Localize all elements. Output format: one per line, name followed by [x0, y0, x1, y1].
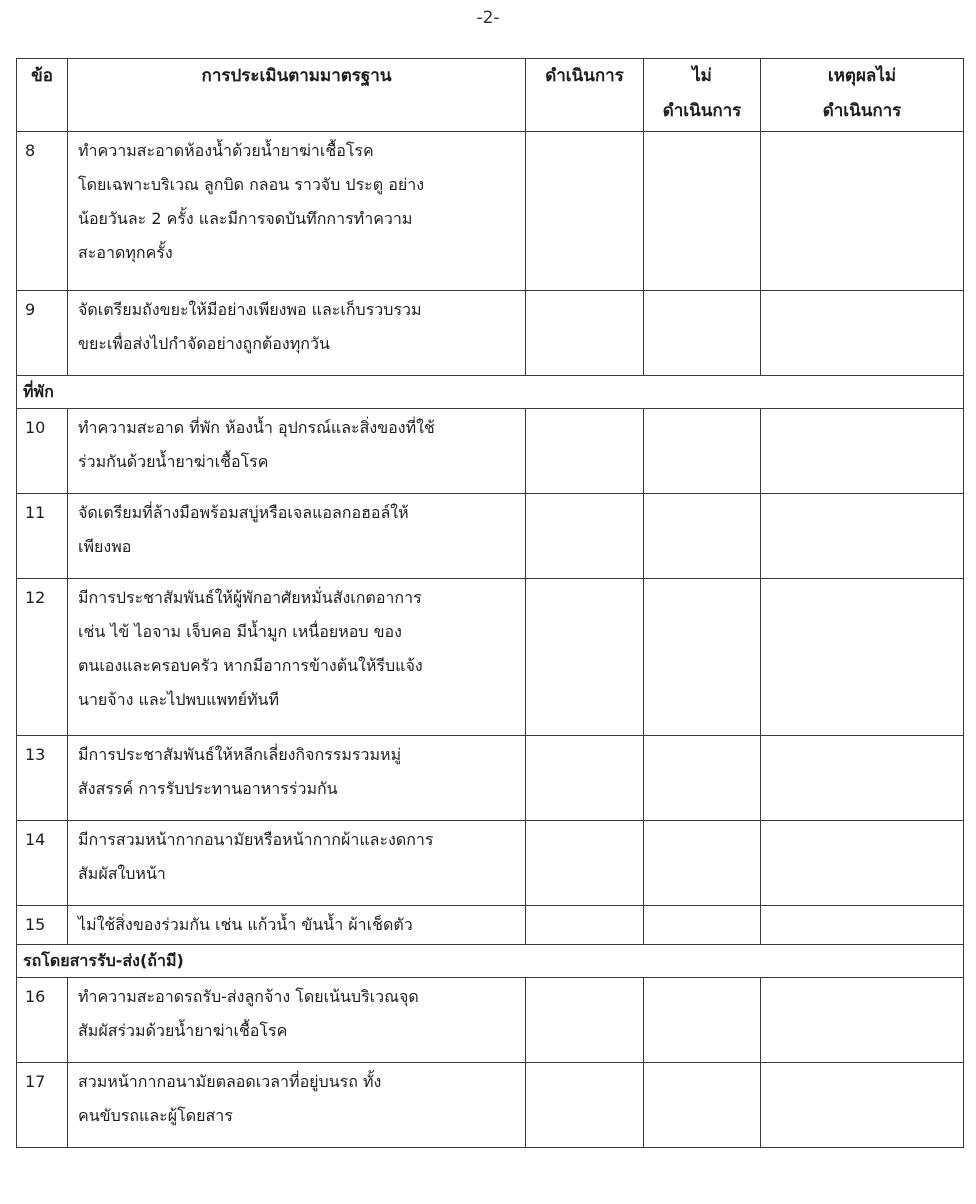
done-cell[interactable] — [526, 494, 644, 579]
done-cell[interactable] — [526, 132, 644, 291]
section-row-lodging — [17, 376, 964, 409]
header-reason — [761, 59, 964, 132]
not-done-cell[interactable] — [644, 494, 761, 579]
row-number: 9 — [17, 291, 68, 376]
not-done-cell[interactable] — [644, 906, 761, 945]
table-row — [17, 579, 964, 736]
header-reason-line1: เหตุผลไม่ — [827, 66, 897, 86]
row-text — [68, 132, 526, 291]
page-number: -2- — [476, 8, 500, 28]
header-standard: การประเมินตามมาตรฐาน — [68, 59, 526, 132]
reason-cell[interactable] — [761, 978, 964, 1063]
reason-cell[interactable] — [761, 821, 964, 906]
row-number: 8 — [17, 132, 68, 291]
row-text — [68, 906, 526, 945]
table-row — [17, 906, 964, 945]
row-text — [68, 978, 526, 1063]
reason-cell[interactable] — [761, 736, 964, 821]
not-done-cell[interactable] — [644, 132, 761, 291]
row-text — [68, 409, 526, 494]
reason-cell[interactable] — [761, 132, 964, 291]
reason-cell[interactable] — [761, 409, 964, 494]
table-row — [17, 132, 964, 291]
row-text-content: ไม่ใช้สิ่งของร่วมกัน เช่น แก้วน้ำ ขันน้ำ ผ้าเช็ดตัว — [78, 915, 413, 934]
reason-cell[interactable] — [761, 1063, 964, 1148]
reason-cell[interactable] — [761, 906, 964, 945]
not-done-cell[interactable] — [644, 579, 761, 736]
not-done-cell[interactable] — [644, 736, 761, 821]
header-not-done-line1: ไม่ — [692, 66, 712, 86]
done-cell[interactable] — [526, 978, 644, 1063]
row-text — [68, 1063, 526, 1148]
table-row — [17, 1063, 964, 1148]
row-text — [68, 821, 526, 906]
row-text — [68, 736, 526, 821]
not-done-cell[interactable] — [644, 821, 761, 906]
row-number: 15 — [17, 906, 68, 945]
not-done-cell[interactable] — [644, 1063, 761, 1148]
row-text-content: ทำความสะอาดรถรับ-ส่งลูกจ้าง โดยเน้นบริเวณจุด สัมผัสร่วมด้วยน้ำยาฆ่าเชื้อโรค — [78, 987, 419, 1040]
done-cell[interactable] — [526, 821, 644, 906]
not-done-cell[interactable] — [644, 409, 761, 494]
done-cell[interactable] — [526, 736, 644, 821]
row-number: 12 — [17, 579, 68, 736]
row-text-content: มีการสวมหน้ากากอนามัยหรือหน้ากากผ้าและงดการ สัมผัสใบหน้า — [78, 830, 434, 883]
row-number: 13 — [17, 736, 68, 821]
header-done: ดำเนินการ — [526, 59, 644, 132]
header-row — [17, 59, 964, 132]
done-cell[interactable] — [526, 906, 644, 945]
row-text-content: สวมหน้ากากอนามัยตลอดเวลาที่อยู่บนรถ ทั้ง คนขับรถและผู้โดยสาร — [78, 1072, 382, 1125]
table-row — [17, 736, 964, 821]
row-text-content: ทำความสะอาดห้องน้ำด้วยน้ำยาฆ่าเชื้อโรค โดยเฉพาะบริเวณ ลูกบิด กลอน ราวจับ ประตู อย่าง น้อยวันละ 2 ครั้ง และมีการจดบันทึกการทำความ สะอาดทุกครั้ง — [78, 141, 425, 262]
done-cell[interactable] — [526, 1063, 644, 1148]
done-cell[interactable] — [526, 291, 644, 376]
row-text — [68, 494, 526, 579]
row-text-content: มีการประชาสัมพันธ์ให้หลีกเลี่ยงกิจกรรมรวมหมู่ สังสรรค์ การรับประทานอาหารร่วมกัน — [78, 745, 402, 798]
header-not-done — [644, 59, 761, 132]
reason-cell[interactable] — [761, 579, 964, 736]
table-row — [17, 978, 964, 1063]
not-done-cell[interactable] — [644, 978, 761, 1063]
row-text — [68, 291, 526, 376]
row-number: 16 — [17, 978, 68, 1063]
row-number: 17 — [17, 1063, 68, 1148]
row-number: 14 — [17, 821, 68, 906]
row-text-content: ทำความสะอาด ที่พัก ห้องน้ำ อุปกรณ์และสิ่งของที่ใช้ ร่วมกันด้วยน้ำยาฆ่าเชื้อโรค — [78, 418, 435, 471]
row-text-content: จัดเตรียมถังขยะให้มีอย่างเพียงพอ และเก็บรวบรวม ขยะเพื่อส่งไปกำจัดอย่างถูกต้องทุกวัน — [78, 300, 422, 353]
row-text — [68, 579, 526, 736]
reason-cell[interactable] — [761, 291, 964, 376]
row-number: 10 — [17, 409, 68, 494]
table-row — [17, 291, 964, 376]
not-done-cell[interactable] — [644, 291, 761, 376]
done-cell[interactable] — [526, 409, 644, 494]
row-text-content: มีการประชาสัมพันธ์ให้ผู้พักอาศัยหมั่นสังเกตอาการ เช่น ไข้ ไอจาม เจ็บคอ มีน้ำมูก เหนื่อยหอบ ของ ตนเองและครอบครัว หากมีอาการข้างต้นให้รีบแจ้ง นายจ้าง และไปพบแพทย์ทันที — [78, 588, 423, 709]
row-text-content: จัดเตรียมที่ล้างมือพร้อมสบู่หรือเจลแอลกอฮอล์ให้ เพียงพอ — [78, 503, 409, 556]
section-title-bus: รถโดยสารรับ-ส่ง(ถ้ามี) — [17, 945, 964, 978]
header-reason-line2: ดำเนินการ — [822, 101, 902, 121]
section-title-lodging: ที่พัก — [17, 376, 964, 409]
section-row-bus — [17, 945, 964, 978]
table-row — [17, 821, 964, 906]
reason-cell[interactable] — [761, 494, 964, 579]
header-no: ข้อ — [17, 59, 68, 132]
done-cell[interactable] — [526, 579, 644, 736]
row-number: 11 — [17, 494, 68, 579]
table-row — [17, 409, 964, 494]
header-not-done-line2: ดำเนินการ — [662, 101, 742, 121]
assessment-table — [16, 58, 964, 1148]
table-row — [17, 494, 964, 579]
